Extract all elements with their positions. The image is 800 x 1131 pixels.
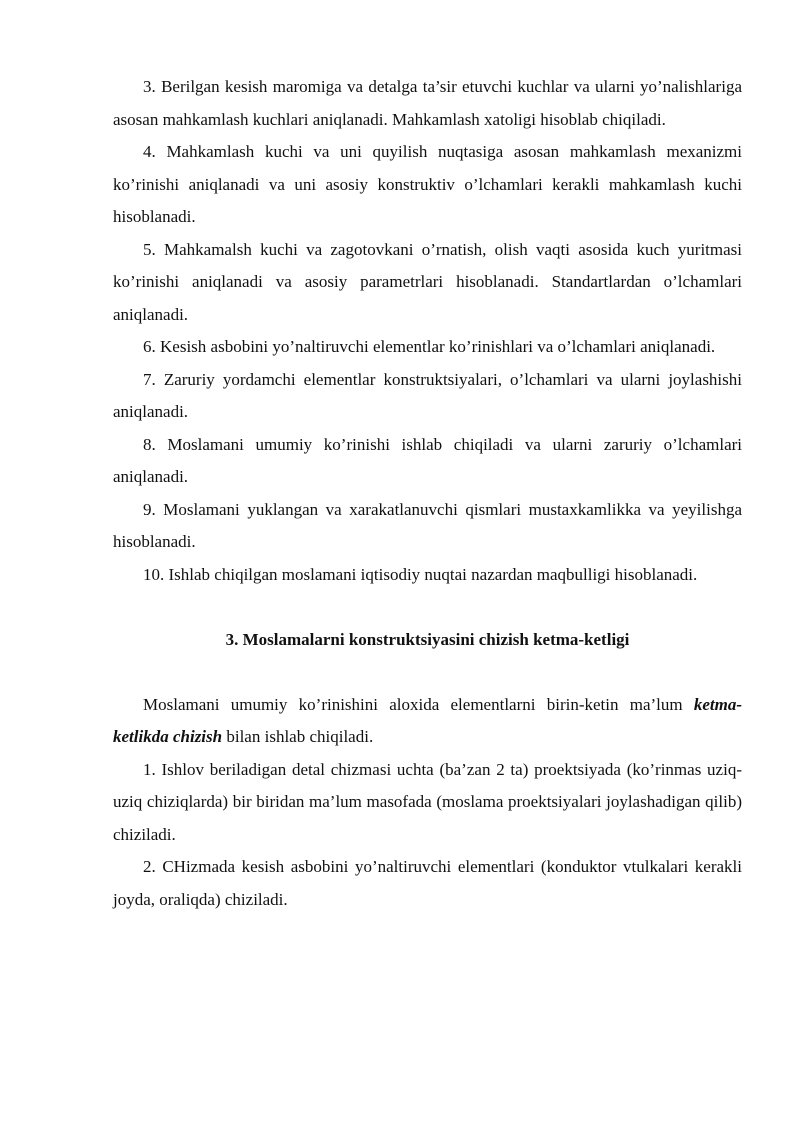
list-item: 6. Kesish asbobini yo’naltiruvchi elementlar ko’rinishlari va o’lchamlari aniqlanadi. <box>143 337 716 356</box>
intro-text-after: bilan ishlab chiqiladi. <box>222 727 374 746</box>
spacer <box>113 657 742 689</box>
spacer <box>113 591 742 624</box>
list-item: 7. Zaruriy yordamchi elementlar konstruktsiyalari, o’lchamlari va ularni joylashishi aniqlanadi. <box>113 369 742 421</box>
section-heading: 3. Moslamalarni konstruktsiyasini chizish ketma-ketligi <box>225 630 630 649</box>
list-item: 10. Ishlab chiqilgan moslamani iqtisodiy nuqtai nazardan maqbulligi hisoblanadi. <box>143 564 698 584</box>
section-intro-paragraph <box>113 689 742 754</box>
list-item: 4. Mahkamlash kuchi va uni quyilish nuqtasiga asosan mahkamlash mexanizmi ko’rinishi aniqlanadi va uni asosiy konstruktiv o’lchamlari kerakli mahkamlash kuchi hisoblanadi. <box>113 142 742 226</box>
list-item: 5. Mahkamalsh kuchi va zagotovkani o’rnatish, olish vaqti asosida kuch yuritmasi ko’rinishi aniqlanadi va asosiy parametrlari hisoblanadi. Standartlardan o’lchamlari aniqlanadi. <box>113 239 742 324</box>
list-item: 9. Moslamani yuklangan va xarakatlanuvchi qismlari mustaxkamlikka va yeyilishga hisoblanadi. <box>113 499 742 551</box>
intro-emphasis: ketma-ketlikda chizish <box>113 694 742 746</box>
list-item: 3. Berilgan kesish maromiga va detalga ta’sir etuvchi kuchlar va ularni yo’nalishlariga asosan mahkamlash kuchlari aniqlanadi. Mahkamlash xatoligi hisoblab chiqiladi. <box>113 77 742 129</box>
document-page <box>113 71 742 916</box>
list-item: 2. CHizmada kesish asbobini yo’naltiruvchi elementlari (konduktor vtulkalari kerakli joyda, oraliqda) chiziladi. <box>113 857 742 909</box>
intro-text-before: Moslamani umumiy ko’rinishini aloxida elementlarni birin-ketin ma’lum <box>143 694 694 714</box>
list-item: 1. Ishlov beriladigan detal chizmasi uchta (ba’zan 2 ta) proektsiyada (ko’rinmas uziq-uziq chiziqlarda) bir biridan ma’lum masofada (moslama proektsiyalari joylashadigan qilib) chiziladi. <box>113 759 742 844</box>
list-item: 8. Moslamani umumiy ko’rinishi ishlab chiqiladi va ularni zaruriy o’lchamlari aniqlanadi. <box>113 434 742 486</box>
